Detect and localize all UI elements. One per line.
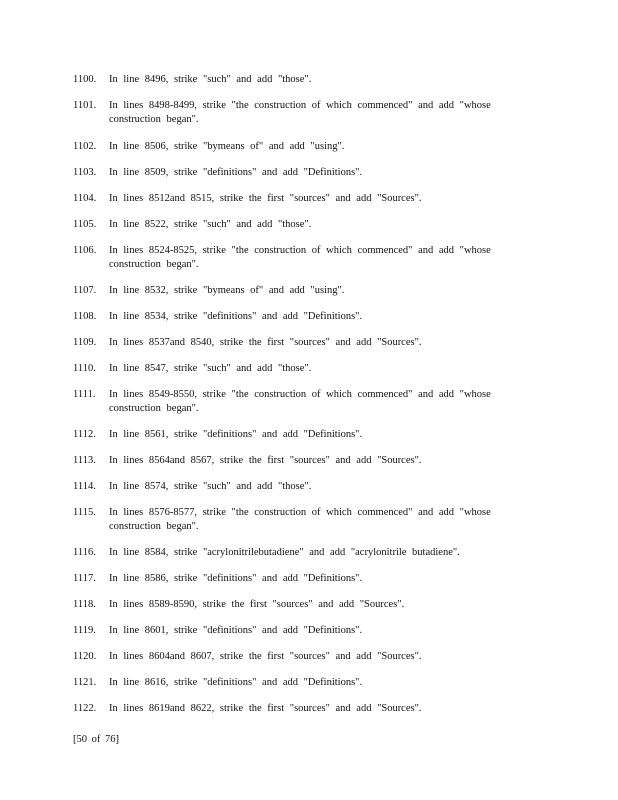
item-text: In lines 8589-8590, strike the first "sources" and add "Sources". — [109, 599, 405, 610]
item-text: In line 8584, strike "acrylonitrilebutadiene" and add "acrylonitrile butadiene". — [109, 547, 460, 558]
item-text-continued: construction began". — [109, 403, 199, 414]
item-text: In line 8506, strike "bymeans of" and add "using". — [109, 141, 345, 152]
item-number: 1109. — [73, 337, 97, 348]
item-number: 1115. — [73, 507, 96, 518]
item-text: In line 8574, strike "such" and add "those". — [109, 481, 312, 492]
item-number: 1116. — [73, 547, 96, 558]
item-number: 1105. — [73, 219, 97, 230]
item-number: 1120. — [73, 651, 97, 662]
item-text: In lines 8576-8577, strike "the construction of which commenced" and add "whose — [109, 507, 491, 518]
item-text: In line 8601, strike "definitions" and add "Definitions". — [109, 625, 363, 636]
item-number: 1103. — [73, 167, 97, 178]
item-number: 1121. — [73, 677, 97, 688]
item-text-continued: construction began". — [109, 259, 199, 270]
item-number: 1113. — [73, 455, 96, 466]
item-number: 1100. — [73, 74, 97, 85]
item-text: In line 8547, strike "such" and add "those". — [109, 363, 312, 374]
item-number: 1122. — [73, 703, 97, 714]
item-text: In line 8509, strike "definitions" and add "Definitions". — [109, 167, 363, 178]
item-number: 1112. — [73, 429, 96, 440]
item-number: 1118. — [73, 599, 96, 610]
item-text: In line 8522, strike "such" and add "those". — [109, 219, 312, 230]
page-footer: [50 of 76] — [73, 734, 119, 745]
item-number: 1106. — [73, 245, 97, 256]
item-text: In line 8532, strike "bymeans of" and add "using". — [109, 285, 345, 296]
item-number: 1108. — [73, 311, 97, 322]
item-number: 1110. — [73, 363, 96, 374]
item-text: In line 8496, strike "such" and add "those". — [109, 74, 312, 85]
item-text: In lines 8512and 8515, strike the first "sources" and add "Sources". — [109, 193, 422, 204]
item-text-continued: construction began". — [109, 521, 199, 532]
item-number: 1117. — [73, 573, 96, 584]
item-text: In lines 8604and 8607, strike the first "sources" and add "Sources". — [109, 651, 422, 662]
item-text: In lines 8537and 8540, strike the first "sources" and add "Sources". — [109, 337, 422, 348]
item-text: In lines 8619and 8622, strike the first "sources" and add "Sources". — [109, 703, 422, 714]
item-text: In line 8586, strike "definitions" and add "Definitions". — [109, 573, 363, 584]
item-text: In lines 8524-8525, strike "the construction of which commenced" and add "whose — [109, 245, 491, 256]
item-text: In lines 8564and 8567, strike the first "sources" and add "Sources". — [109, 455, 422, 466]
item-number: 1102. — [73, 141, 97, 152]
item-number: 1119. — [73, 625, 96, 636]
item-number: 1114. — [73, 481, 96, 492]
item-number: 1111. — [73, 389, 96, 400]
item-text-continued: construction began". — [109, 114, 199, 125]
item-text: In lines 8498-8499, strike "the construction of which commenced" and add "whose — [109, 100, 491, 111]
item-text: In line 8616, strike "definitions" and add "Definitions". — [109, 677, 363, 688]
item-text: In line 8561, strike "definitions" and add "Definitions". — [109, 429, 363, 440]
item-number: 1101. — [73, 100, 97, 111]
item-number: 1107. — [73, 285, 97, 296]
item-text: In lines 8549-8550, strike "the construction of which commenced" and add "whose — [109, 389, 491, 400]
item-number: 1104. — [73, 193, 97, 204]
item-text: In line 8534, strike "definitions" and add "Definitions". — [109, 311, 363, 322]
